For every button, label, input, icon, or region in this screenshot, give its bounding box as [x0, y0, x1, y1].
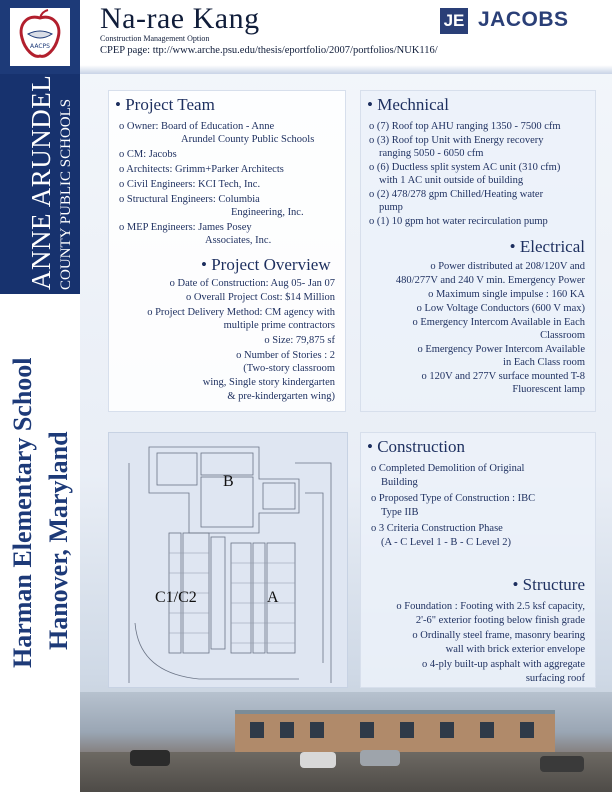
list-item: multiple prime contractors	[223, 320, 335, 331]
list-item: o Overall Project Cost: $14 Million	[185, 292, 335, 303]
wing-a-label: A	[267, 589, 279, 606]
car	[300, 752, 336, 768]
list-item: o Completed Demolition of Original	[371, 463, 525, 474]
list-item: with 1 AC unit outside of building	[379, 175, 524, 186]
list-item: surfacing roof	[525, 673, 585, 684]
list-item: o Emergency Intercom Available in Each	[412, 317, 585, 328]
list-item: pump	[379, 202, 403, 213]
cpep-link[interactable]: CPEP page: ttp://www.arche.psu.edu/thesis/eportfolio/2007/portfolios/NUK116/	[100, 45, 438, 56]
list-item: (Two-story classroom	[243, 363, 335, 374]
list-item: o Architects: Grimm+Parker Architects	[119, 164, 284, 175]
car	[540, 756, 584, 772]
school-logo	[0, 0, 80, 74]
list-item: Arundel County Public Schools	[181, 134, 315, 145]
car	[130, 750, 170, 766]
jacobs-logo	[440, 6, 606, 38]
list-item: o Power distributed at 208/120V and	[430, 261, 585, 272]
list-item: o Foundation : Footing with 2.5 ksf capacity,	[396, 601, 585, 612]
page-header	[0, 0, 612, 74]
floor-plan-drawing	[109, 433, 349, 689]
list-item: o 3 Criteria Construction Phase	[371, 523, 503, 534]
wing-c-label: C1/C2	[155, 589, 197, 606]
project-overview-title: • Project Overview	[201, 255, 331, 274]
list-item: ranging 5050 - 6050 cfm	[379, 148, 484, 159]
list-item: o (7) Roof top AHU ranging 1350 - 7500 cfm	[369, 121, 561, 132]
list-item: o (1) 10 gpm hot water recirculation pump	[369, 216, 548, 227]
county-name: ANNE ARUNDEL	[26, 74, 56, 290]
list-item: Classroom	[540, 330, 585, 341]
list-item: o CM: Jacobs	[119, 149, 177, 160]
county-subtitle: COUNTY PUBLIC SCHOOLS	[58, 98, 74, 290]
list-item: (A - C Level 1 - B - C Level 2)	[381, 537, 512, 548]
construction-panel	[360, 432, 596, 688]
list-item: o 120V and 277V surface mounted T-8	[421, 371, 585, 382]
list-item: o Ordinally steel frame, masonry bearing	[412, 630, 585, 641]
list-item: wall with brick exterior envelope	[445, 644, 585, 655]
project-panel	[108, 90, 346, 412]
option-subtitle: Construction Management Option	[100, 34, 210, 43]
list-item: o Low Voltage Conductors (600 V max)	[416, 303, 585, 314]
electrical-title: • Electrical	[509, 237, 585, 256]
list-item: o (3) Roof top Unit with Energy recovery	[369, 135, 544, 146]
list-item: in Each Class room	[503, 357, 585, 368]
list-item: o Owner: Board of Education - Anne	[119, 121, 275, 132]
svg-text:AACPS: AACPS	[30, 43, 50, 50]
list-item: wing, Single story kindergarten	[202, 377, 335, 388]
list-item: o Maximum single impulse : 160 KA	[428, 289, 585, 300]
floor-plan	[108, 432, 348, 688]
list-item: o Project Delivery Method: CM agency with	[147, 307, 335, 318]
list-item: o Structural Engineers: Columbia	[119, 194, 260, 205]
list-item: o Date of Construction: Aug 05- Jan 07	[169, 278, 335, 289]
list-item: o (2) 478/278 gpm Chilled/Heating water	[369, 189, 544, 200]
list-item: 480/277V and 240 V min. Emergency Power	[395, 275, 585, 286]
list-item: o Proposed Type of Construction : IBC	[371, 493, 536, 504]
list-item: Associates, Inc.	[205, 235, 272, 246]
list-item: o 4-ply built-up asphalt with aggregate	[421, 659, 585, 670]
list-item: o Number of Stories : 2	[236, 350, 335, 361]
list-item: 2'-6" exterior footing below finish grade	[415, 615, 585, 626]
list-item: o (6) Ductless split system AC unit (310 cfm)	[369, 162, 561, 173]
mechanical-title: • Mechnical	[367, 95, 449, 114]
list-item: o Civil Engineers: KCI Tech, Inc.	[119, 179, 261, 190]
jacobs-mark: JE	[440, 8, 468, 34]
list-item: Building	[381, 477, 418, 488]
systems-panel	[360, 90, 596, 412]
list-item: o Size: 79,875 sf	[264, 335, 335, 346]
list-item: Fluorescent lamp	[512, 384, 585, 395]
project-team-title: • Project Team	[115, 95, 215, 114]
jacobs-wordmark: JACOBS	[478, 8, 569, 31]
list-item: Type IIB	[381, 507, 419, 518]
school-name: Harman Elementary School	[8, 357, 37, 668]
structure-title: • Structure	[512, 575, 585, 594]
wing-b-label: B	[223, 473, 234, 490]
list-item: o Emergency Power Intercom Available	[417, 344, 585, 355]
school-location: Hanover, Maryland	[44, 431, 73, 650]
author-name: Na-rae Kang	[100, 2, 260, 35]
car	[360, 750, 400, 766]
construction-title: • Construction	[367, 437, 466, 456]
list-item: o MEP Engineers: James Posey	[119, 222, 252, 233]
list-item: Engineering, Inc.	[231, 207, 304, 218]
list-item: & pre-kindergarten wing)	[227, 391, 335, 402]
apple-emblem-icon	[10, 8, 70, 66]
